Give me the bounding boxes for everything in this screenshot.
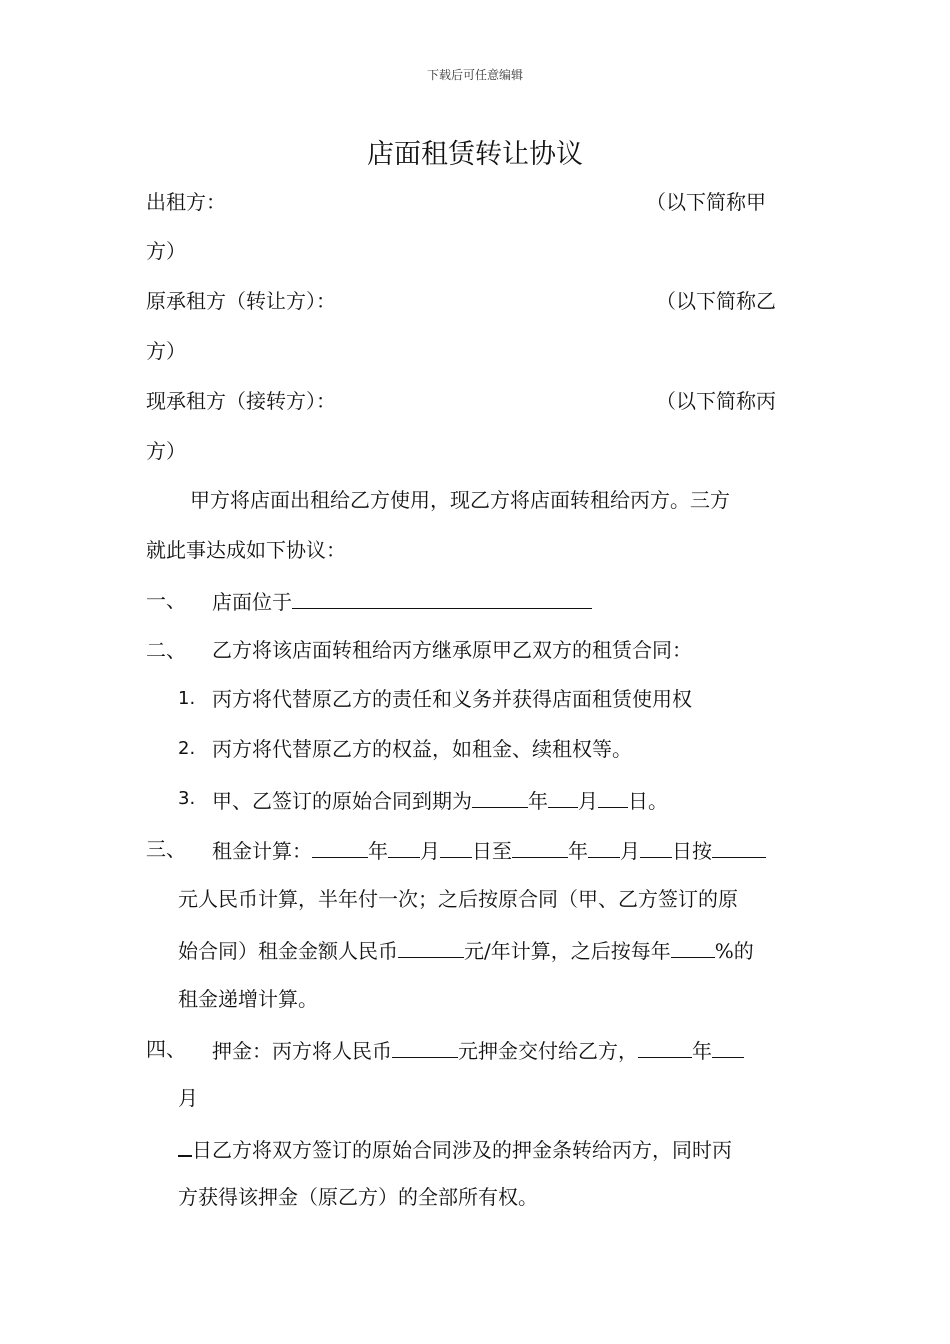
party-c-label: 现承租方（接转方）： — [146, 389, 336, 413]
section-4-line-3: 日乙方将双方签订的原始合同涉及的押金条转给丙方，同时丙 — [178, 1137, 732, 1160]
party-c-wrap: 方） — [146, 439, 186, 463]
rent-end-year-blank — [512, 839, 568, 858]
section-3-line-2: 元人民币计算，半年付一次；之后按原合同（甲、乙方签订的原 — [178, 887, 738, 911]
expiry-month-blank — [548, 789, 578, 808]
rent-start-year-blank — [312, 839, 368, 858]
rent-start-month-blank — [388, 839, 420, 858]
section-2-number: 二、 — [146, 638, 186, 662]
party-a-label: 出租方： — [146, 190, 226, 214]
intro-line-2: 就此事达成如下协议： — [146, 538, 346, 562]
party-a-wrap: 方） — [146, 239, 186, 263]
rent-end-day-blank — [640, 839, 672, 858]
annual-rent-blank — [398, 939, 464, 958]
increase-rate-blank — [671, 939, 715, 958]
item-1-text: 丙方将代替原乙方的责任和义务并获得店面租赁使用权 — [212, 687, 692, 711]
party-a-suffix: （以下简称甲 — [646, 190, 766, 214]
item-2-number: 2. — [178, 738, 196, 759]
section-2-text: 乙方将该店面转租给丙方继承原甲乙双方的租赁合同： — [212, 638, 692, 662]
party-b-wrap: 方） — [146, 339, 186, 363]
section-1-number: 一、 — [146, 588, 186, 612]
section-3-line-3: 始合同）租金金额人民币 元/年计算，之后按每年 %的 — [178, 939, 754, 963]
section-3-line-1: 租金计算： 年 月 日至 年 月 日按 — [212, 839, 766, 861]
deposit-amount-blank — [392, 1039, 458, 1058]
party-b-suffix: （以下简称乙 — [656, 289, 776, 313]
rent-start-day-blank — [440, 839, 472, 858]
document-title: 店面租赁转让协议 — [367, 139, 583, 170]
item-3-number: 3. — [178, 788, 196, 809]
header-note: 下载后可任意编辑 — [426, 68, 523, 82]
item-3-text: 甲、乙签订的原始合同到期为 年 月 日。 — [212, 789, 668, 813]
deposit-month-blank — [712, 1039, 744, 1058]
party-c-suffix: （以下简称丙 — [656, 389, 776, 413]
item-1-number: 1. — [178, 688, 196, 709]
rent-end-month-blank — [588, 839, 620, 858]
expiry-year-blank — [472, 789, 528, 808]
section-1-text: 店面位于 — [212, 590, 592, 612]
deposit-day-blank — [178, 1137, 192, 1157]
section-4-line-1: 押金：丙方将人民币 元押金交付给乙方， 年 — [212, 1039, 744, 1061]
section-4-number: 四、 — [146, 1037, 186, 1061]
expiry-day-blank — [598, 789, 628, 808]
section-3-number: 三、 — [146, 837, 186, 861]
intro-line-1: 甲方将店面出租给乙方使用，现乙方将店面转租给丙方。三方 — [190, 488, 730, 512]
location-blank — [292, 590, 592, 609]
section-3-line-4: 租金递增计算。 — [178, 987, 318, 1011]
item-2-text: 丙方将代替原乙方的权益，如租金、续租权等。 — [212, 737, 632, 761]
party-b-label: 原承租方（转让方）： — [146, 289, 336, 313]
deposit-year-blank — [638, 1039, 692, 1058]
rent-amount-blank — [712, 839, 766, 858]
section-4-line-2: 月 — [178, 1086, 198, 1110]
section-4-line-4: 方获得该押金（原乙方）的全部所有权。 — [178, 1185, 538, 1209]
